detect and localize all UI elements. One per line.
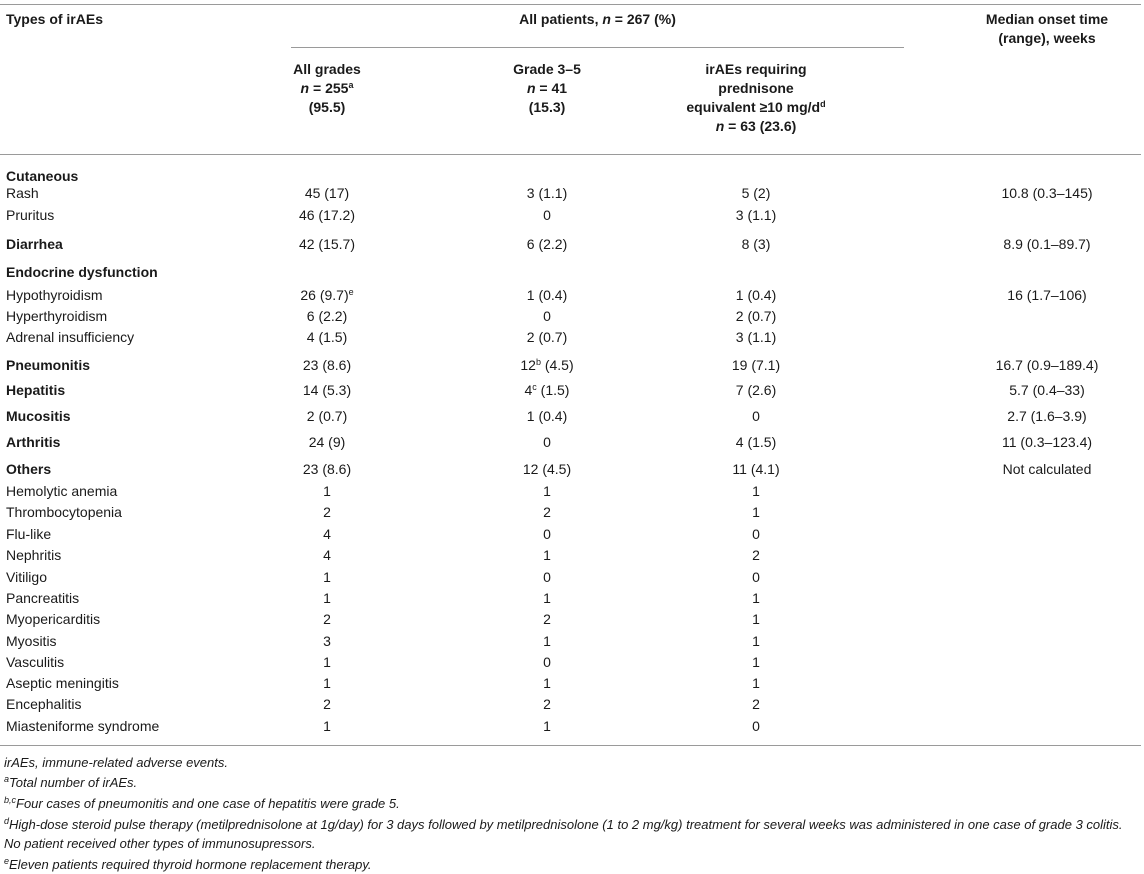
cell-all-grades: 24 (9) <box>308 434 346 450</box>
row-label: Hypothyroidism <box>6 287 103 303</box>
table-top-rule <box>0 4 1141 5</box>
cell-requiring-prednisone: 4 (1.5) <box>735 434 777 450</box>
cell-median-onset: 8.9 (0.1–89.7) <box>1003 236 1091 252</box>
column-header-grade-3-5: Grade 3–5 n = 41 (15.3) <box>513 61 581 115</box>
cell-requiring-prednisone: 11 (4.1) <box>732 461 780 477</box>
cell-requiring-prednisone: 5 (2) <box>741 185 771 201</box>
cell-all-grades: 6 (2.2) <box>306 308 348 324</box>
row-label: Arthritis <box>6 434 61 450</box>
cell-all-grades: 1 <box>323 654 331 670</box>
cell-all-grades: 2 (0.7) <box>306 408 348 424</box>
cell-all-grades: 46 (17.2) <box>298 207 356 223</box>
row-label: Cutaneous <box>6 168 79 184</box>
cell-grade-3-5: 1 <box>543 590 551 606</box>
cell-grade-3-5: 1 (0.4) <box>526 408 568 424</box>
cell-all-grades: 4 (1.5) <box>306 329 348 345</box>
cell-grade-3-5: 1 <box>543 718 551 734</box>
row-label: Thrombocytopenia <box>6 504 122 520</box>
cell-requiring-prednisone: 3 (1.1) <box>735 329 777 345</box>
cell-median-onset: 2.7 (1.6–3.9) <box>1007 408 1087 424</box>
cell-requiring-prednisone: 1 <box>752 611 760 627</box>
row-label: Rash <box>6 185 39 201</box>
row-label: Hemolytic anemia <box>6 483 118 499</box>
cell-median-onset: Not calculated <box>1002 461 1092 477</box>
cell-median-onset: 11 (0.3–123.4) <box>1001 434 1093 450</box>
cell-all-grades: 1 <box>323 718 331 734</box>
cell-requiring-prednisone: 8 (3) <box>741 236 771 252</box>
cell-all-grades: 23 (8.6) <box>302 461 352 477</box>
cell-grade-3-5: 6 (2.2) <box>526 236 568 252</box>
row-label: Myopericarditis <box>6 611 101 627</box>
cell-grade-3-5: 0 <box>543 526 551 542</box>
cell-requiring-prednisone: 1 <box>752 483 760 499</box>
cell-grade-3-5: 4$^c$ (1.5) <box>524 382 570 398</box>
cell-requiring-prednisone: 3 (1.1) <box>735 207 777 223</box>
cell-requiring-prednisone: 1 (0.4) <box>735 287 777 303</box>
cell-grade-3-5: 0 <box>543 308 551 324</box>
cell-requiring-prednisone: 2 <box>752 547 760 563</box>
table-bottom-rule <box>0 745 1141 746</box>
cell-all-grades: 2 <box>323 504 331 520</box>
cell-median-onset: 10.8 (0.3–145) <box>1001 185 1093 201</box>
cell-all-grades: 4 <box>323 526 331 542</box>
cell-median-onset: 16 (1.7–106) <box>1007 287 1087 303</box>
footnote-bc: $^{b,c}$Four cases of pneumonitis and one case of hepatitis were grade 5. <box>4 795 400 811</box>
cell-grade-3-5: 12$^b$ (4.5) <box>520 357 574 373</box>
cell-all-grades: 45 (17) <box>304 185 350 201</box>
cell-grade-3-5: 2 <box>543 611 551 627</box>
header-group-rule <box>291 47 904 48</box>
cell-grade-3-5: 1 <box>543 675 551 691</box>
cell-requiring-prednisone: 7 (2.6) <box>735 382 777 398</box>
footnote-d: $^d$High-dose steroid pulse therapy (metilprednisolone at 1g/day) for 3 days followed by metilprednisolone (1 to 2 mg/kg) treatment for several weeks was administered in one case of grade 3 colitis. No patient received other types of immunosupressors. <box>4 816 1123 851</box>
cell-requiring-prednisone: 19 (7.1) <box>731 357 781 373</box>
header-bottom-rule <box>0 154 1141 155</box>
cell-all-grades: 2 <box>323 611 331 627</box>
row-label: Miasteniforme syndrome <box>6 718 160 734</box>
cell-all-grades: 2 <box>323 696 331 712</box>
footnote-abbreviations: irAEs, immune-related adverse events. <box>4 755 228 770</box>
row-label: Aseptic meningitis <box>6 675 119 691</box>
column-header-all-grades: All grades $n = 255^a$ (95.5) <box>293 61 361 115</box>
row-label: Vitiligo <box>6 569 47 585</box>
cell-all-grades: 1 <box>323 569 331 585</box>
cell-all-grades: 26 $(9.7)^e$ <box>300 287 354 303</box>
cell-grade-3-5: 2 <box>543 696 551 712</box>
cell-grade-3-5: 1 <box>543 633 551 649</box>
cell-all-grades: 14 (5.3) <box>302 382 352 398</box>
row-label: Flu-like <box>6 526 52 542</box>
row-label: Nephritis <box>6 547 62 563</box>
cell-median-onset: 5.7 (0.4–33) <box>1009 382 1085 398</box>
row-label: Myositis <box>6 633 57 649</box>
cell-all-grades: 42 (15.7) <box>298 236 356 252</box>
cell-requiring-prednisone: 1 <box>752 675 760 691</box>
row-label: Vasculitis <box>6 654 65 670</box>
row-label: Mucositis <box>6 408 71 424</box>
cell-all-grades: 4 <box>323 547 331 563</box>
row-label: Pneumonitis <box>6 357 91 373</box>
cell-requiring-prednisone: 2 (0.7) <box>735 308 777 324</box>
cell-all-grades: 23 (8.6) <box>302 357 352 373</box>
row-label: Adrenal insufficiency <box>6 329 135 345</box>
row-label: Endocrine dysfunction <box>6 264 158 280</box>
cell-grade-3-5: 12 (4.5) <box>522 461 572 477</box>
cell-grade-3-5: 0 <box>543 654 551 670</box>
cell-grade-3-5: 2 <box>543 504 551 520</box>
footnote-a: $^a$Total number of irAEs. <box>4 774 138 790</box>
row-label: Encephalitis <box>6 696 82 712</box>
column-header-requiring-prednisone: irAEs requiring prednisone equivalent ≥10 $mg/d^d$ n = 63 (23.6) <box>686 61 826 134</box>
cell-requiring-prednisone: 0 <box>752 569 760 585</box>
cell-grade-3-5: 0 <box>543 434 551 450</box>
cell-grade-3-5: 1 (0.4) <box>526 287 568 303</box>
cell-requiring-prednisone: 0 <box>752 526 760 542</box>
cell-all-grades: 1 <box>323 590 331 606</box>
cell-grade-3-5: 0 <box>543 207 551 223</box>
cell-median-onset: 16.7 (0.9–189.4) <box>995 357 1099 373</box>
row-label: Pancreatitis <box>6 590 80 606</box>
column-group-all-patients: All patients, n = 267 (%) <box>519 11 676 27</box>
cell-grade-3-5: 3 (1.1) <box>526 185 568 201</box>
cell-requiring-prednisone: 2 <box>752 696 760 712</box>
row-label: Others <box>6 461 52 477</box>
cell-requiring-prednisone: 0 <box>752 718 760 734</box>
cell-requiring-prednisone: 1 <box>752 590 760 606</box>
cell-grade-3-5: 2 (0.7) <box>526 329 568 345</box>
row-label: Hepatitis <box>6 382 66 398</box>
cell-requiring-prednisone: 1 <box>752 633 760 649</box>
cell-grade-3-5: 0 <box>543 569 551 585</box>
cell-requiring-prednisone: 1 <box>752 654 760 670</box>
column-header-types: Types of irAEs <box>6 11 103 27</box>
footnote-e: $^e$Eleven patients required thyroid hormone replacement therapy. <box>4 856 372 872</box>
cell-grade-3-5: 1 <box>543 547 551 563</box>
cell-requiring-prednisone: 0 <box>752 408 760 424</box>
column-header-median-onset: Median onset time (range), weeks <box>985 11 1109 46</box>
cell-all-grades: 1 <box>323 483 331 499</box>
row-label: Diarrhea <box>6 236 63 252</box>
cell-all-grades: 3 <box>323 633 331 649</box>
cell-requiring-prednisone: 1 <box>752 504 760 520</box>
row-label: Hyperthyroidism <box>6 308 108 324</box>
cell-all-grades: 1 <box>323 675 331 691</box>
cell-grade-3-5: 1 <box>543 483 551 499</box>
row-label: Pruritus <box>6 207 55 223</box>
